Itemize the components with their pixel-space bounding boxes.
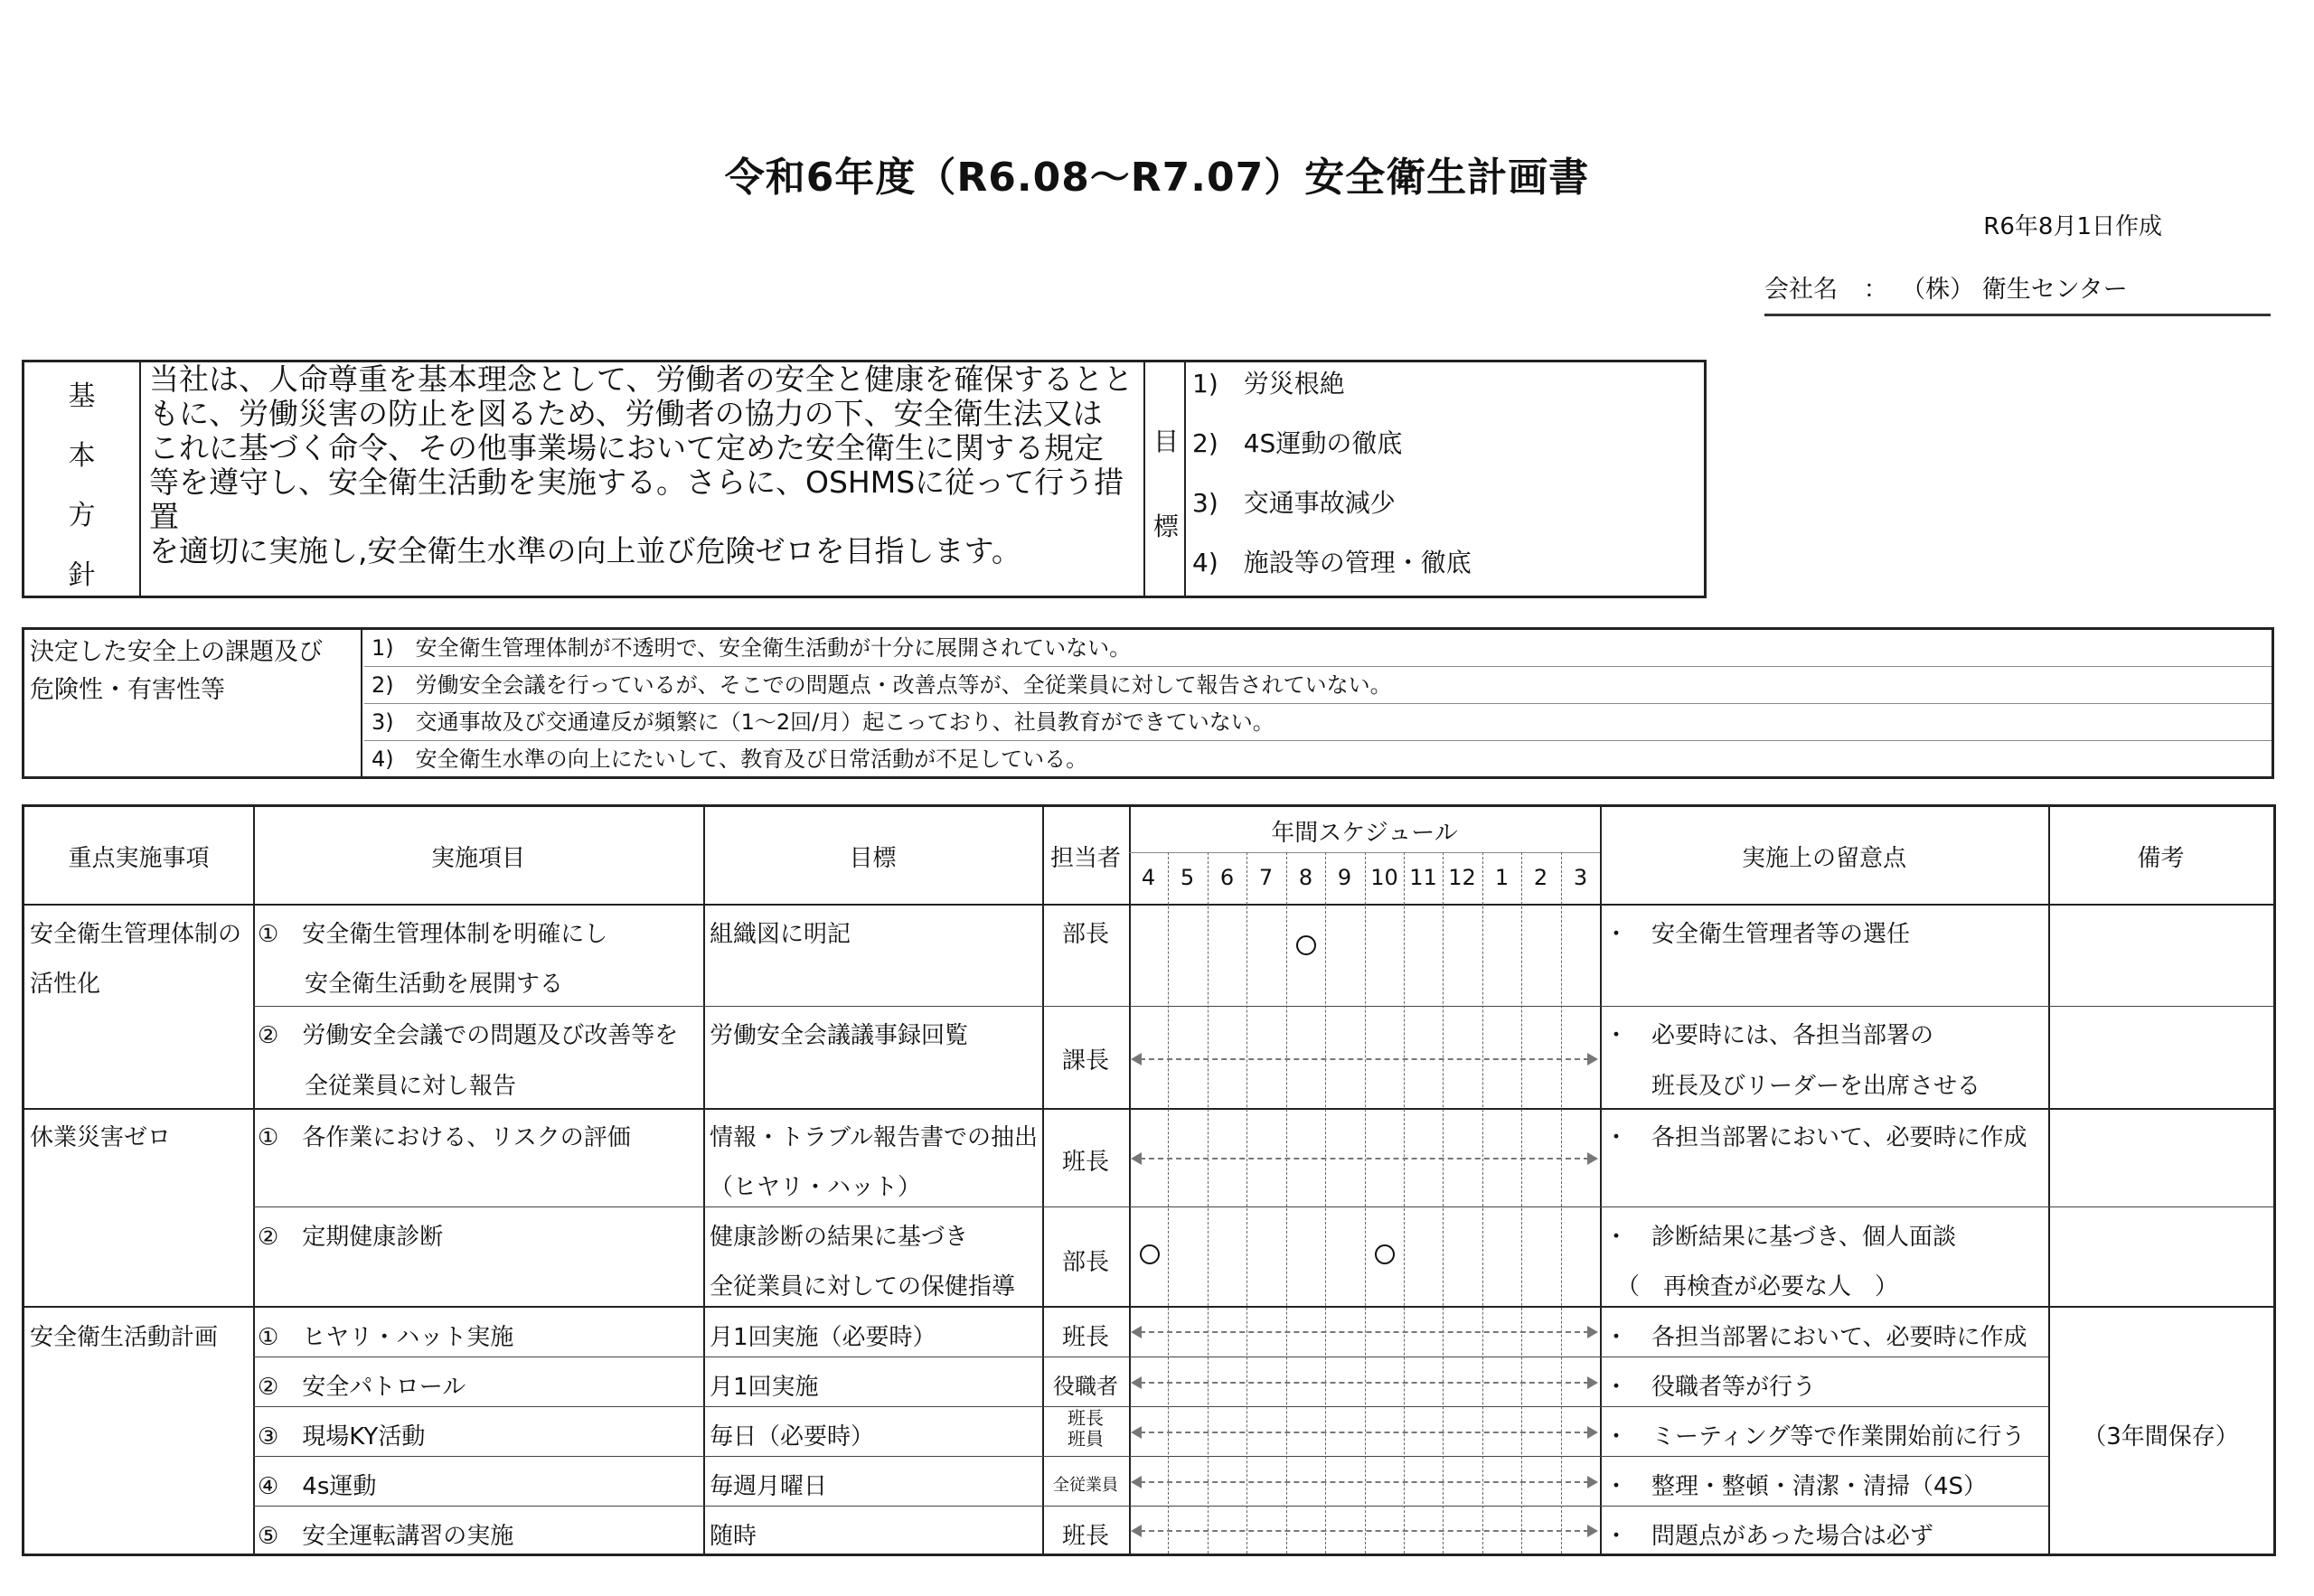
- issues-heading-line: 危険性・有害性等: [30, 676, 225, 704]
- row-note-line2: 班長及びリーダーを出席させる: [1604, 1073, 1981, 1100]
- policy-goals-section: [22, 360, 1707, 598]
- policy-line: 当社は、人命尊重を基本理念として、労働者の安全と健康を確保するとと: [149, 361, 1133, 397]
- policy-heading: [24, 362, 141, 596]
- row-target-line1: 健康診断の結果に基づき: [710, 1224, 969, 1251]
- row-target-line1: 組織図に明記: [710, 921, 851, 948]
- goal-item: 1) 労災根絶: [1192, 369, 1345, 399]
- goals-heading: [1148, 362, 1186, 596]
- row-note-line1: ・ 安全衛生管理者等の選任: [1604, 921, 1911, 948]
- month-label-10: 10: [1370, 865, 1398, 890]
- company-separator: ：: [1863, 276, 1888, 304]
- month-gridline: [1246, 852, 1248, 1554]
- policy-heading-char: 本: [68, 440, 96, 472]
- goal-item: 3) 交通事故減少: [1192, 488, 1396, 518]
- month-label-12: 12: [1448, 865, 1476, 890]
- month-gridline: [1404, 852, 1406, 1554]
- created-date: R6年8月1日作成: [1983, 213, 2162, 240]
- row-target-line1: 月1回実施: [710, 1374, 819, 1401]
- row-owner: 役職者: [1053, 1374, 1118, 1399]
- row-note-line1: ・ 各担当部署において、必要時に作成: [1604, 1124, 2027, 1151]
- row-owner-line1: 班長: [1068, 1407, 1104, 1429]
- month-gridline: [1561, 852, 1563, 1554]
- month-gridline: [1521, 852, 1523, 1554]
- row-owner: 部長: [1061, 1249, 1109, 1276]
- month-label-4: 4: [1141, 865, 1156, 890]
- month-label-7: 7: [1258, 865, 1274, 890]
- row-owner: 部長: [1061, 921, 1109, 948]
- row-item-line1: ② 労働安全会議での問題及び改善等を: [258, 1022, 679, 1049]
- row-target-line2: 全従業員に対しての保健指導: [710, 1273, 1016, 1300]
- month-label-5: 5: [1180, 865, 1195, 890]
- row-item-line1: ② 安全パトロール: [258, 1374, 466, 1401]
- goals-list: [1187, 362, 1702, 596]
- policy-line: を適切に実施し,安全衛生水準の向上並び危険ゼロを目指します。: [149, 533, 1021, 568]
- row-item-line1: ③ 現場KY活動: [258, 1423, 426, 1450]
- month-label-9: 9: [1337, 865, 1352, 890]
- month-label-8: 8: [1298, 865, 1313, 890]
- policy-heading-char: 方: [68, 500, 96, 531]
- row-note-line2: （ 再検査が必要な人 ）: [1604, 1273, 1899, 1300]
- schedule-circle-mark: [1375, 1244, 1395, 1264]
- row-target-line1: 毎週月曜日: [710, 1473, 828, 1500]
- row-target-line2: （ヒヤリ・ハット）: [710, 1174, 922, 1201]
- row-target-line1: 情報・トラブル報告書での抽出: [710, 1124, 1038, 1151]
- row-note-line1: ・ 必要時には、各担当部署の: [1604, 1022, 1934, 1049]
- month-gridline: [1443, 852, 1444, 1554]
- month-gridline: [1208, 852, 1209, 1554]
- month-label-3: 3: [1573, 865, 1588, 890]
- row-note-line1: ・ 問題点があった場合は必ず: [1604, 1523, 1933, 1550]
- row-owner: 班長: [1061, 1324, 1109, 1351]
- schedule-circle-mark: [1296, 935, 1316, 955]
- header-notes: 実施上の留意点: [1741, 845, 1906, 872]
- row-item-line1: ④ 4s運動: [258, 1473, 377, 1500]
- issues-heading-line: 決定した安全上の課題及び: [30, 638, 323, 666]
- row-note-line1: ・ 各担当部署において、必要時に作成: [1604, 1324, 2027, 1351]
- policy-text: [142, 362, 1145, 596]
- row-owner: 班長: [1061, 1523, 1109, 1550]
- policy-line: これに基づく命令、その他事業場において定めた安全衛生に関する規定: [149, 430, 1104, 465]
- row-target-line1: 月1回実施（必要時）: [710, 1324, 936, 1351]
- goals-heading-char: 目: [1152, 427, 1179, 456]
- company-info: [1764, 269, 2271, 316]
- row-item-line1: ① ヒヤリ・ハット実施: [258, 1324, 514, 1351]
- header-remarks: 備考: [2137, 845, 2185, 872]
- row-owner-line2: 班員: [1068, 1428, 1104, 1450]
- row-note-line1: ・ 診断結果に基づき、個人面談: [1604, 1224, 1956, 1251]
- policy-line: 等を遵守し、安全衛生活動を実施する。さらに、OSHMSに従って行う措置: [149, 465, 1124, 534]
- row-target-line1: 労働安全会議議事録回覧: [710, 1022, 969, 1049]
- policy-heading-char: 基: [68, 380, 96, 412]
- row-item-line1: ⑤ 安全運転講習の実施: [258, 1523, 514, 1550]
- row-note-line1: ・ 役職者等が行う: [1604, 1374, 1817, 1401]
- company-name: （株） 衛生センター: [1901, 276, 2128, 304]
- header-owner: 担当者: [1049, 845, 1121, 872]
- issue-item: 1) 安全衛生管理体制が不透明で、安全衛生活動が十分に展開されていない。: [364, 630, 2272, 667]
- focus-1-line2: 活性化: [30, 971, 101, 998]
- month-label-1: 1: [1494, 865, 1510, 890]
- schedule-circle-mark: [1140, 1244, 1160, 1264]
- month-label-2: 2: [1533, 865, 1548, 890]
- plan-table: [22, 804, 2276, 1556]
- focus-3-line1: 安全衛生活動計画: [30, 1324, 219, 1351]
- row-target-line1: 毎日（必要時）: [710, 1423, 875, 1450]
- row-item-line1: ① 各作業における、リスクの評価: [258, 1124, 631, 1151]
- issues-heading: [24, 630, 362, 776]
- company-label: 会社名: [1764, 276, 1838, 304]
- month-label-11: 11: [1409, 865, 1437, 890]
- header-focus: 重点実施事項: [68, 845, 210, 872]
- focus-1-line1: 安全衛生管理体制の: [30, 921, 242, 948]
- issue-item: 3) 交通事故及び交通違反が頻繁に（1～2回/月）起こっており、社員教育ができていない。: [364, 704, 2272, 741]
- month-gridline: [1325, 852, 1327, 1554]
- issues-section: [22, 627, 2274, 779]
- header-item: 実施項目: [430, 845, 525, 872]
- month-label-6: 6: [1219, 865, 1235, 890]
- row-item-line1: ① 安全衛生管理体制を明確にし: [258, 921, 608, 948]
- month-gridline: [1286, 852, 1288, 1554]
- policy-line: もに、労働災害の防止を図るため、労働者の協力の下、安全衛生法又は: [149, 396, 1103, 431]
- row-owner: 全従業員: [1053, 1476, 1118, 1495]
- row-owner: 班長: [1061, 1149, 1109, 1176]
- row-owner: 課長: [1061, 1047, 1109, 1075]
- row-note-line1: ・ 整理・整頓・清潔・清掃（4S）: [1604, 1473, 1988, 1500]
- focus-2-line1: 休業災害ゼロ: [30, 1124, 172, 1151]
- row-note-line1: ・ ミーティング等で作業開始前に行う: [1604, 1423, 2026, 1450]
- month-gridline: [1168, 852, 1170, 1554]
- page-title: 令和6年度（R6.08～R7.07）安全衛生計画書: [724, 155, 1590, 201]
- remarks-text: （3年間保存）: [2083, 1423, 2239, 1450]
- month-gridline: [1482, 852, 1484, 1554]
- header-target: 目標: [849, 845, 897, 872]
- issue-item: 2) 労働安全会議を行っているが、そこでの問題点・改善点等が、全従業員に対して報告されていない。: [364, 667, 2272, 704]
- issue-item: 4) 安全衛生水準の向上にたいして、教育及び日常活動が不足している。: [372, 746, 1088, 772]
- goal-item: 2) 4S運動の徹底: [1192, 428, 1403, 458]
- issues-list: [364, 630, 2262, 776]
- goal-item: 4) 施設等の管理・徹底: [1192, 548, 1472, 577]
- row-item-line2: 全従業員に対し報告: [258, 1073, 517, 1100]
- header-schedule: 年間スケジュール: [1271, 820, 1458, 847]
- policy-heading-char: 針: [68, 559, 96, 591]
- month-gridline: [1365, 852, 1367, 1554]
- goals-heading-char: 標: [1152, 512, 1179, 541]
- row-target-line1: 随時: [710, 1523, 757, 1550]
- row-item-line1: ② 定期健康診断: [258, 1224, 444, 1251]
- row-item-line2: 安全衛生活動を展開する: [258, 971, 564, 998]
